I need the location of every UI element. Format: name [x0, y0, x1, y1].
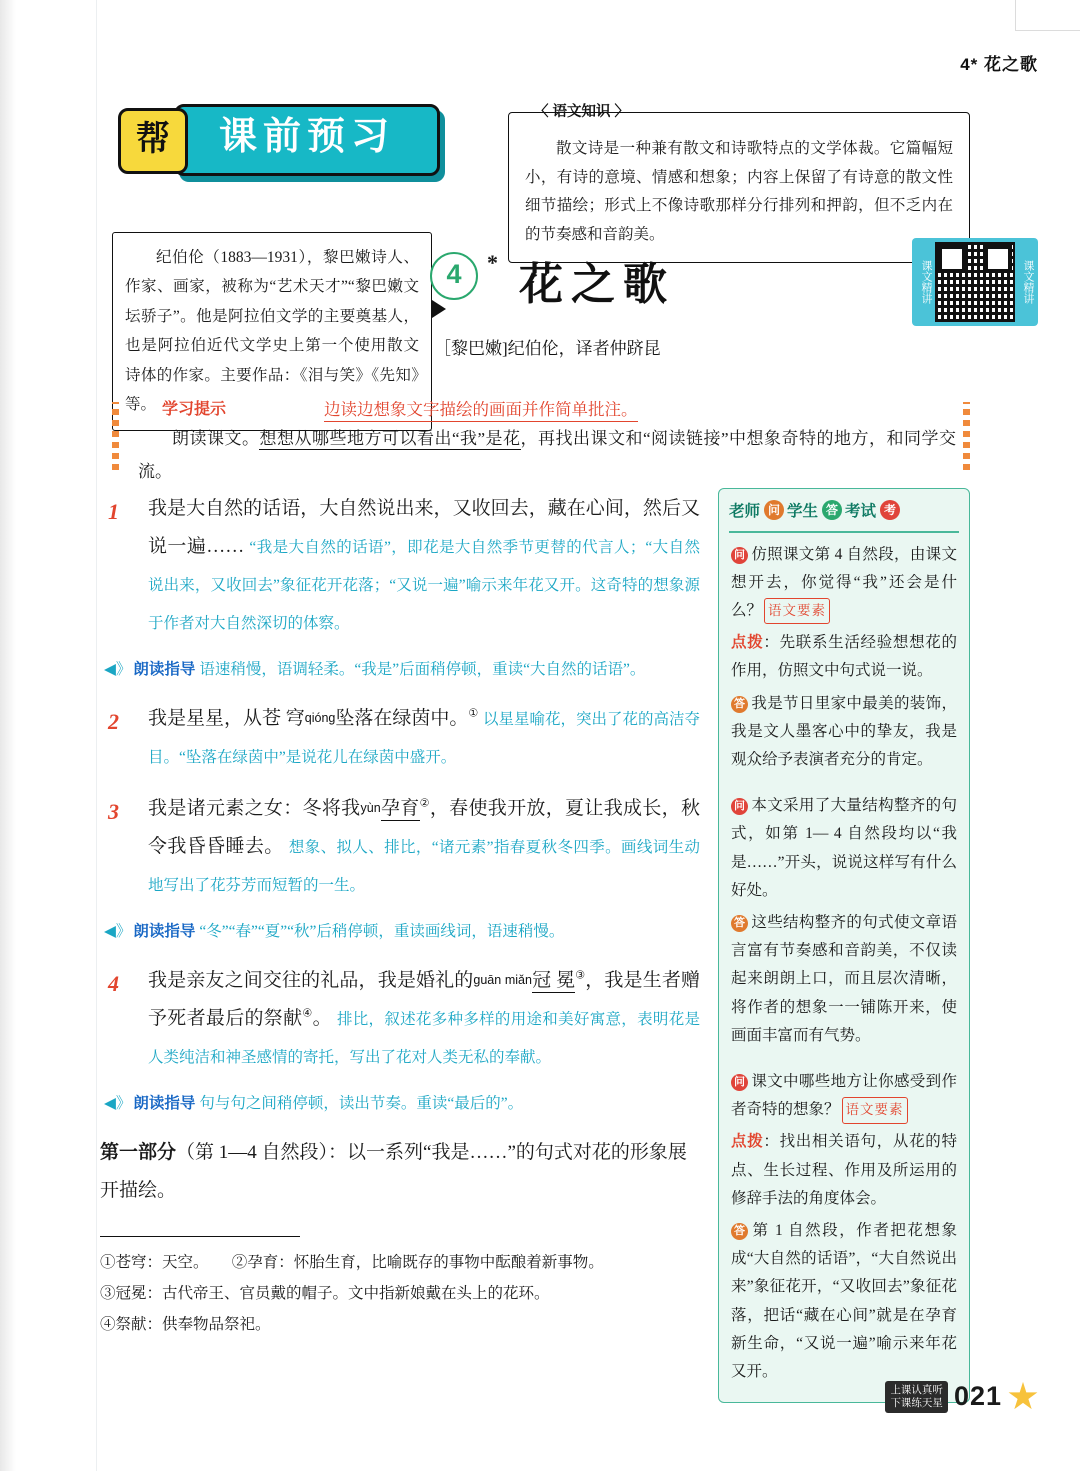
- lesson-byline: ［黎巴嫩]纪伯伦，译者仲跻昆: [434, 339, 661, 358]
- qa-header-exam: 考试: [845, 503, 877, 520]
- paragraph-3: [100, 790, 700, 904]
- paragraph-4-footnote-ref-2: ④: [302, 1007, 313, 1020]
- qa-item-2-answer-text: 这些结构整齐的句式使文章语言富有节奏感和音韵美，不仅读起来朗朗上口，而且层次清晰，将作者的想象一一铺陈开来，使画面丰富而有气势。: [731, 913, 957, 1044]
- qa-item-2-question: [731, 792, 957, 905]
- banner-badge: 帮: [118, 108, 188, 174]
- guide-4-label: 朗读指导: [133, 1094, 196, 1112]
- study-tip-heading: 学习提示: [162, 401, 227, 418]
- paragraph-2-main-a: 我是星星，从苍 穹: [148, 707, 305, 729]
- paragraph-3-footnote-ref: ②: [419, 797, 430, 810]
- speaker-icon: ◀》: [104, 661, 132, 678]
- footer-slogan-line2: 下课练天星: [890, 1396, 943, 1409]
- qa-item-3-hint-text: ：找出相关语句，从花的特点、生长过程、作用及所运用的修辞手法的角度体会。: [731, 1133, 957, 1207]
- paragraph-4-pinyin: guān miǎn: [473, 972, 532, 987]
- answer-mark-icon: 答: [731, 696, 748, 713]
- qa-spacer: [731, 1054, 957, 1068]
- study-tip-note: 边读边想象文字描绘的画面并作简单批注。: [324, 396, 638, 422]
- qr-left-label: 课文精讲: [920, 260, 932, 304]
- bio-pointer-arrow: [432, 300, 446, 318]
- qa-item-3-question: [731, 1068, 957, 1124]
- qa-item-1-question-text: 仿照课文第 4 自然段，由课文想开去，你觉得“我”还会是什么？: [731, 545, 957, 619]
- footnote-item: ③冠冕：古代帝王、官员戴的帽子。文中指新娘戴在头上的花环。: [100, 1284, 550, 1302]
- paragraph-3-annotation: 想象、拟人、排比，“诸元素”指春夏秋冬四季。画线词生动地写出了花芬芳而短暂的一生。: [148, 838, 700, 894]
- footer-slogan-line1: 上课认真听: [890, 1383, 943, 1396]
- tip-body-part2: 想想从哪些地方可以看出“我”是花: [259, 429, 521, 448]
- paragraph-4-footnote-ref: ③: [575, 969, 586, 982]
- lesson-title: 花之歌: [519, 260, 675, 309]
- speaker-icon: ◀》: [104, 922, 132, 940]
- paragraph-3-number: 3: [108, 798, 119, 824]
- paragraph-4-main-a: 我是亲友之间交往的礼品，我是婚礼的: [148, 969, 474, 991]
- qa-item-1-hint-text: ：先联系生活经验想想花的作用，仿照文中句式说一说。: [731, 634, 957, 680]
- guide-4-text: 句与句之间稍停顿，读出节奏。重读“最后的”。: [199, 1094, 524, 1112]
- qa-item-3-hint: [731, 1128, 957, 1213]
- qa-item-3-question-text: 课文中哪些地方让你感受到作者奇特的想象？: [731, 1072, 957, 1119]
- summary-text: （第 1—4 自然段）：以一系列“我是……”的句式对花的形象展开描绘。: [100, 1141, 687, 1201]
- qa-sidebar-header: [719, 489, 969, 529]
- qa-item-3-answer-text: 第 1 自然段，作者把花想象成“大自然的话语”，“大自然说出来”象征花开，“又收回去”象征花落，把话“藏在心间”就是在孕育新生命，“又说一遍”喻示来年花又开。: [731, 1221, 957, 1380]
- question-mark-icon: 问: [731, 798, 748, 815]
- question-mark-icon: 问: [731, 1074, 748, 1091]
- paragraph-2-number: 2: [108, 708, 119, 734]
- paragraph-3-pinyin: yùn: [360, 800, 381, 815]
- footnote-list: [100, 1247, 700, 1340]
- tip-right-bar-icon: [963, 402, 970, 470]
- guide-1-text: 语速稍慢，语调轻柔。“我是”后面稍停顿，重读“大自然的话语”。: [199, 661, 646, 678]
- paragraph-4-main-d: 。: [312, 1007, 332, 1029]
- qa-item-1-answer: [731, 690, 957, 775]
- qa-item-1-hint-label: 点拨: [731, 634, 764, 652]
- knowledge-box-text: 散文诗是一种兼有散文和诗歌特点的文学体裁。它篇幅短小，有诗的意境、情感和想象；内容上保留了有诗意的散文性细节描绘；形式上不像诗歌那样分行排列和押韵，但不乏内在的节奏感和音韵美。: [525, 140, 953, 244]
- paragraph-2-annotation: 以星星喻花，突出了花的高洁夺目。“坠落在绿茵中”是说花儿在绿茵中盛开。: [148, 710, 701, 766]
- paragraph-4-text: [100, 962, 700, 1076]
- paragraph-2-footnote-ref: ①: [468, 707, 479, 720]
- qa-sidebar-divider: [729, 531, 959, 533]
- qa-item-2-question-text: 本文采用了大量结构整齐的句式，如第 1— 4 自然段均以“我是……”开头，说说这样写有什么好处。: [731, 797, 957, 899]
- guide-1-label: 朗读指导: [133, 661, 196, 678]
- page-gutter-shadow: [0, 0, 16, 1471]
- question-mark-icon: 问: [731, 547, 748, 564]
- paragraph-3-text: [100, 790, 700, 904]
- lesson-body: [100, 490, 700, 1340]
- paragraph-3-main-c: ，春使我开放，夏让我成长，秋令我昏昏睡去。: [148, 797, 700, 857]
- qa-item-3-tag: 语文要素: [842, 1097, 908, 1124]
- qa-item-1-answer-text: 我是节日里家中最美的装饰，我是文人墨客心中的挚友，我是观众给予表演者充分的肯定。: [731, 694, 957, 768]
- footnote-divider: [100, 1236, 300, 1237]
- page-header: 4* 花之歌: [960, 55, 1038, 74]
- guide-3-label: 朗读指导: [133, 922, 196, 940]
- qr-code-block[interactable]: [912, 238, 1038, 326]
- qa-item-1-question: [731, 541, 957, 626]
- page-corner-fold: [1015, 0, 1080, 31]
- section-summary: [100, 1134, 700, 1210]
- tip-left-bar-icon: [112, 402, 119, 470]
- qr-code-icon[interactable]: [935, 242, 1015, 322]
- paragraph-3-reading-guide: [100, 918, 700, 946]
- qa-item-1-hint: [731, 629, 957, 685]
- tip-body-part3: ，再找出课文和“阅读链接”中想象奇特的地方，和同学交流。: [138, 429, 957, 482]
- question-bubble-icon: 问: [764, 500, 784, 520]
- page-footer: [885, 1381, 1038, 1413]
- qa-sidebar: [718, 488, 970, 1403]
- study-tip-body: [138, 422, 956, 488]
- answer-mark-icon: 答: [731, 1223, 748, 1240]
- qa-item-3-answer: [731, 1217, 957, 1386]
- qa-item-2-answer: [731, 909, 957, 1050]
- speaker-icon: ◀》: [104, 1094, 132, 1112]
- paragraph-2-pinyin: qióng: [304, 710, 336, 725]
- footnote-item: ④祭献：供奉物品祭祀。: [100, 1315, 271, 1333]
- qr-right-label: 课文精讲: [1022, 260, 1034, 304]
- paragraph-1-annotation: “我是大自然的话语”，即花是大自然季节更替的代言人；“大自然说出来，又收回去”象征花开花落；“又说一遍”喻示来年花又开。这奇特的想象源于作者对大自然深切的体察。: [148, 539, 700, 632]
- paragraph-4-reading-guide: [100, 1090, 700, 1118]
- paragraph-2: [100, 700, 700, 776]
- footer-slogan: [885, 1381, 948, 1413]
- paragraph-4-main-b: 冠 冕: [531, 969, 576, 991]
- qa-header-student: 学生: [787, 503, 819, 520]
- qa-item-1-tag: 语文要素: [764, 598, 830, 625]
- banner-plate: [174, 104, 440, 176]
- guide-3-text: “冬”“春”“夏”“秋”后稍停顿，重读画线词，语速稍慢。: [199, 922, 565, 940]
- summary-label: 第一部分: [100, 1141, 177, 1163]
- paragraph-4-main-c: ，我是生者赠予死者最后的祭献: [148, 969, 700, 1029]
- knowledge-box-title: 〈 语文知识 〉: [526, 100, 637, 121]
- paragraph-4: [100, 962, 700, 1076]
- paragraph-2-text: [100, 700, 700, 776]
- paragraph-1-main: 我是大自然的话语，大自然说出来，又收回去，藏在心间，然后又说一遍……: [148, 498, 700, 557]
- author-bio-text: 纪伯伦（1883—1931），黎巴嫩诗人、作家、画家，被称为“艺术天才”“黎巴嫩文坛骄子”。他是阿拉伯文学的主要奠基人，也是阿拉伯近代文学史上第一个使用散文诗体的作家。主要作品：《泪与笑》《先知》等。: [125, 249, 419, 414]
- qa-item-3-hint-label: 点拨: [731, 1133, 764, 1151]
- paragraph-3-main-a: 我是诸元素之女：冬将我: [148, 797, 361, 819]
- page-number: 021: [953, 1381, 1002, 1412]
- qa-spacer: [731, 778, 957, 792]
- footnote-item: ①苍穹：天空。 ②孕育：怀胎生育，比喻既存的事物中酝酿着新事物。: [100, 1253, 604, 1271]
- paragraph-4-annotation: 排比，叙述花多种多样的用途和美好寓意，表明花是人类纯洁和神圣感情的寄托，写出了花对人类无私的奉献。: [148, 1010, 700, 1066]
- banner-label: 课前预习: [218, 116, 395, 158]
- paragraph-3-main-b: 孕育: [380, 797, 420, 819]
- paragraph-2-main-b: 坠落在绿茵中。: [335, 707, 469, 729]
- paragraph-1: [100, 490, 700, 642]
- paragraph-1-text: [100, 490, 700, 642]
- qa-list: [719, 541, 969, 1387]
- lesson-number: 4: [430, 252, 478, 300]
- exam-bubble-icon: 考: [880, 500, 900, 520]
- answer-mark-icon: 答: [731, 915, 748, 932]
- qa-header-teacher: 老师: [729, 503, 761, 520]
- answer-bubble-icon: 答: [822, 500, 842, 520]
- knowledge-box: [508, 112, 970, 263]
- paragraph-1-number: 1: [108, 499, 119, 524]
- section-banner: [118, 104, 434, 176]
- paragraph-4-number: 4: [108, 970, 119, 996]
- paragraph-1-reading-guide: [100, 656, 700, 684]
- lesson-star-mark: *: [487, 250, 498, 275]
- star-icon: [1008, 1382, 1038, 1412]
- tip-body-part1: 朗读课文。: [172, 429, 260, 448]
